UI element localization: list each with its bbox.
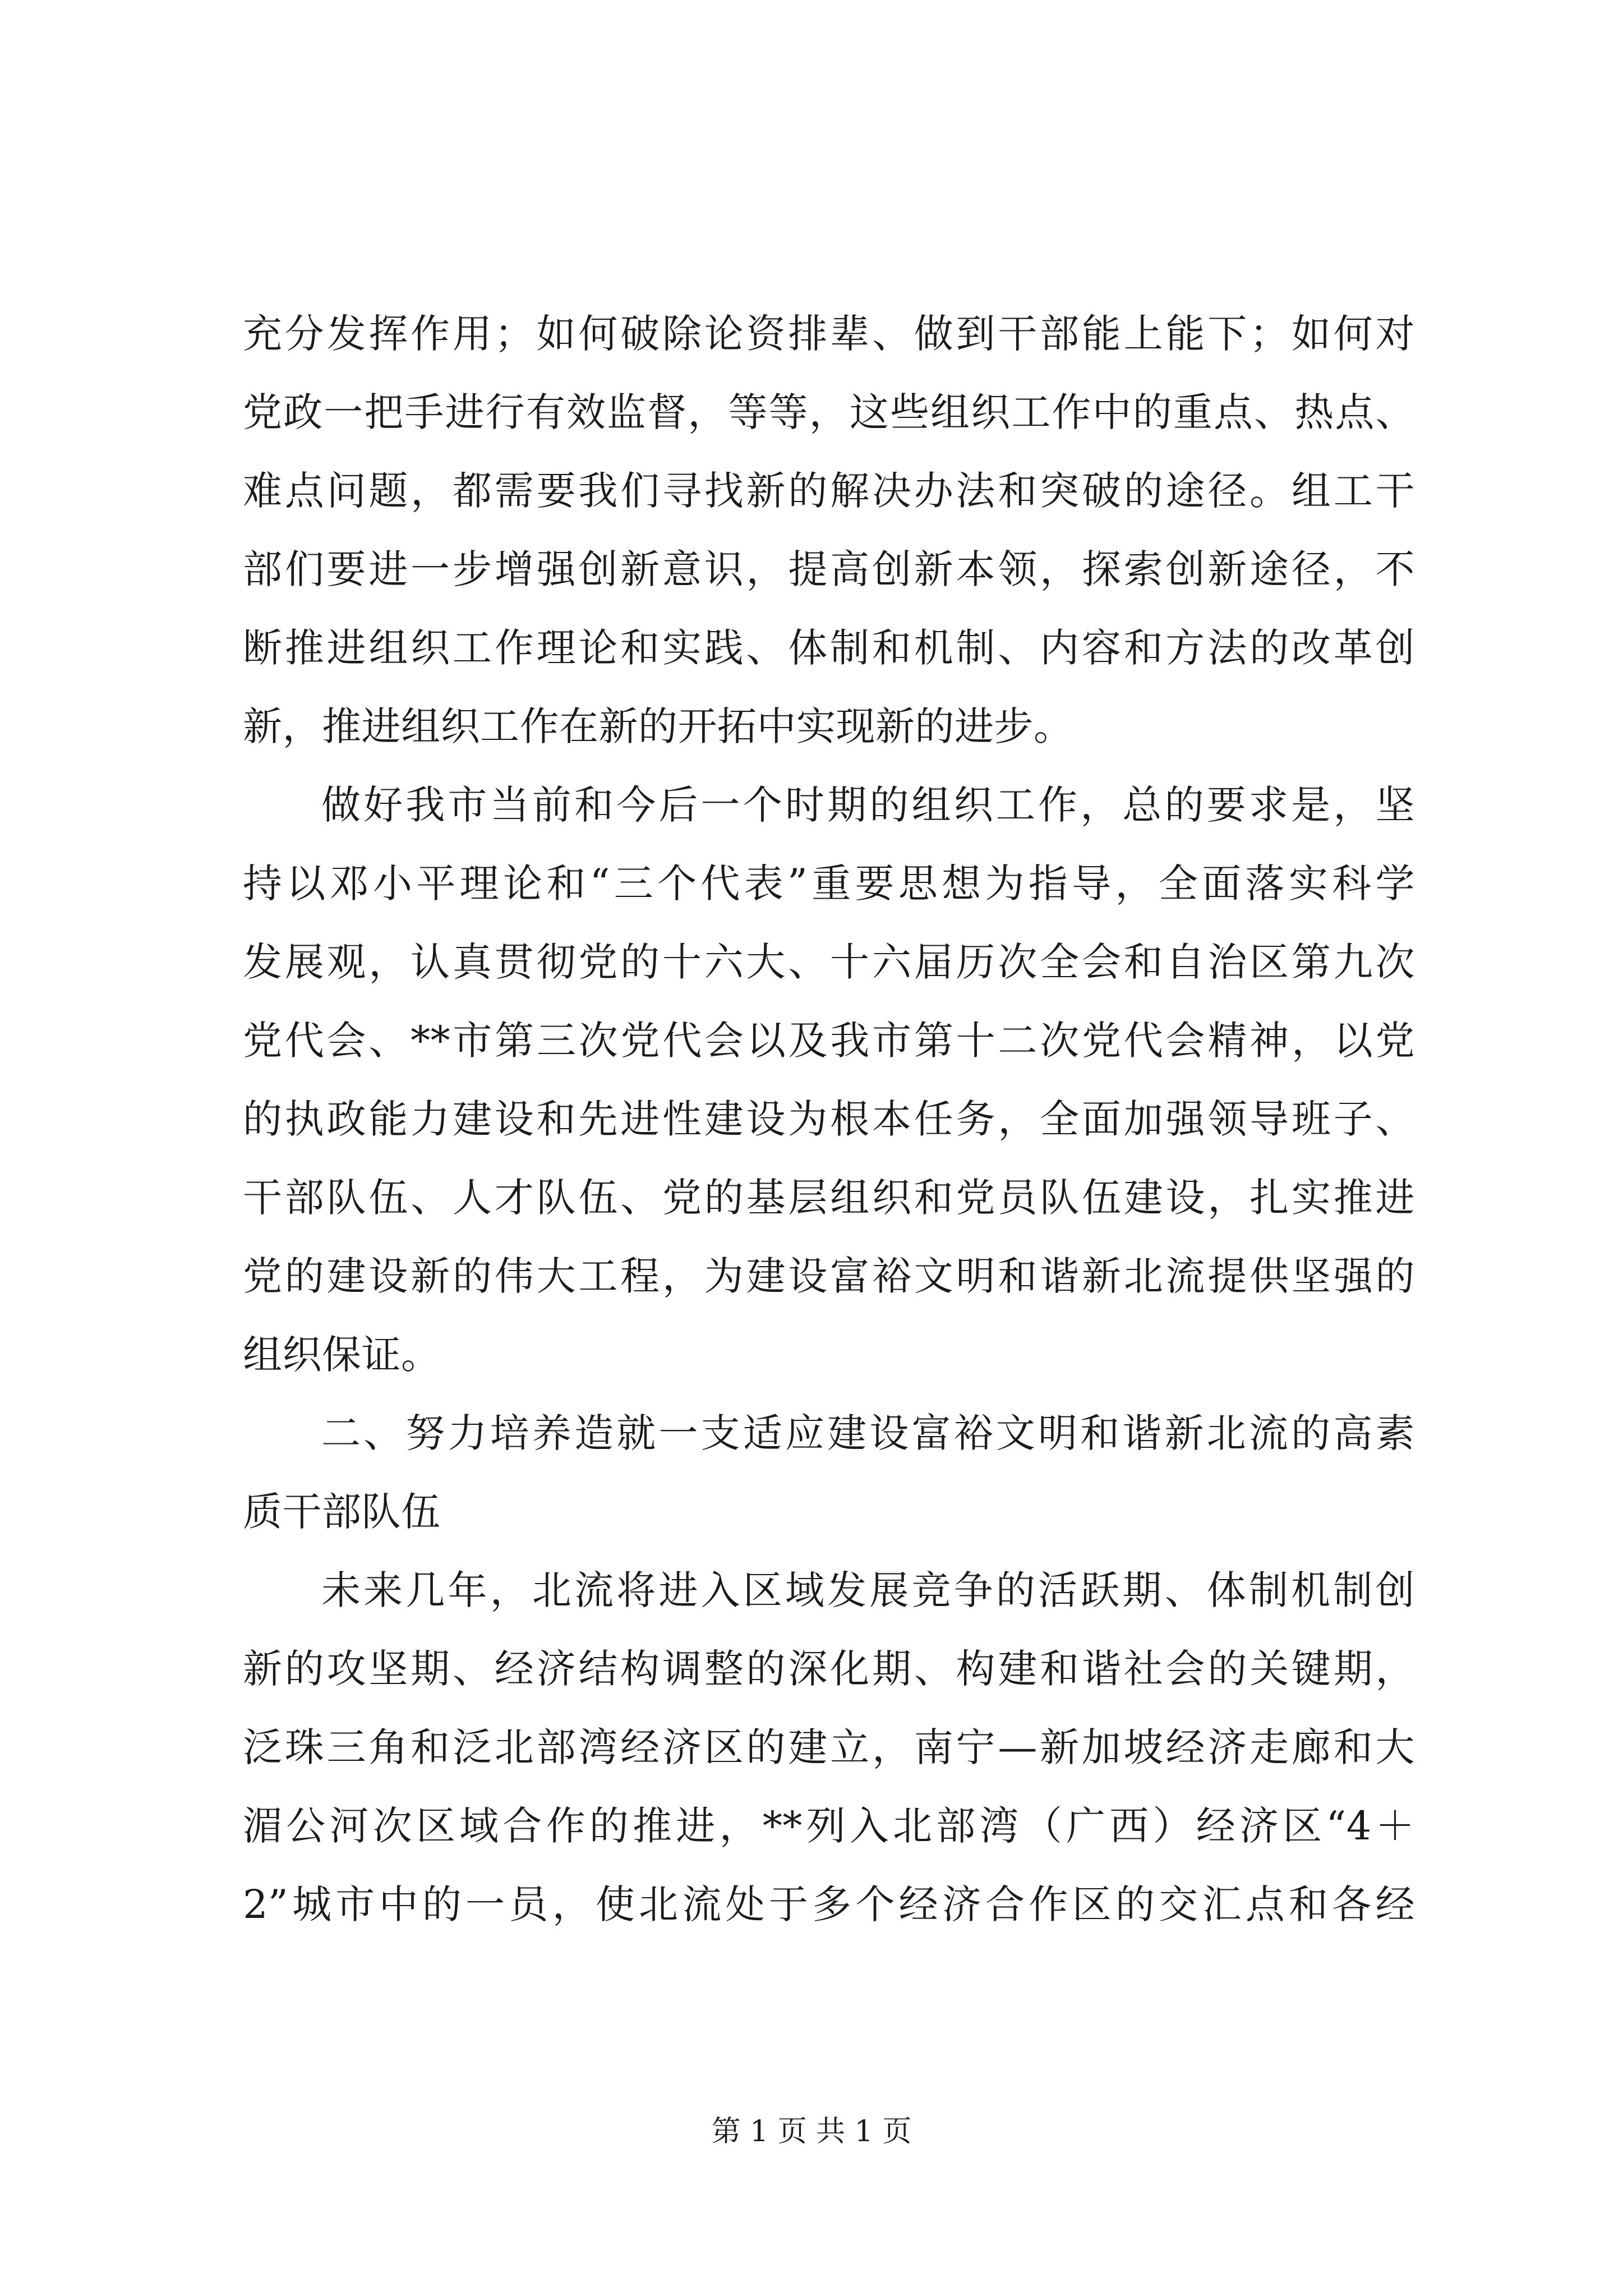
- text-line: 持以邓小平理论和“三个代表”重要思想为指导，全面落实科学: [243, 861, 1415, 907]
- text-line: 的执政能力建设和先进性建设为根本任务，全面加强领导班子、: [243, 1096, 1415, 1142]
- text-line: 质干部队伍: [243, 1489, 441, 1535]
- text-line: 湄公河次区域合作的推进，**列入北部湾（广西）经济区“4＋: [243, 1803, 1415, 1849]
- text-line: 发展观，认真贯彻党的十六大、十六届历次全会和自治区第九次: [243, 939, 1415, 985]
- text-line: 新，推进组织工作在新的开拓中实现新的进步。: [243, 703, 1073, 749]
- text-line: 泛珠三角和泛北部湾经济区的建立，南宁—新加坡经济走廊和大: [243, 1724, 1415, 1770]
- text-line: 难点问题，都需要我们寻找新的解决办法和突破的途径。组工干: [243, 468, 1415, 514]
- paragraph: [243, 1559, 1415, 1952]
- text-line: 干部队伍、人才队伍、党的基层组织和党员队伍建设，扎实推进: [243, 1175, 1415, 1221]
- page-footer: [0, 2115, 1623, 2148]
- text-line: 组织保证。: [243, 1332, 441, 1378]
- text-line: 党的建设新的伟大工程，为建设富裕文明和谐新北流提供坚强的: [243, 1253, 1415, 1299]
- page-number-label: 第 1 页 共 1 页: [711, 2115, 912, 2148]
- text-line: 新的攻坚期、经济结构调整的深化期、构建和谐社会的关键期，: [243, 1646, 1415, 1692]
- text-line: 党政一把手进行有效监督，等等，这些组织工作中的重点、热点、: [243, 389, 1415, 435]
- text-line: 党代会、**市第三次党代会以及我市第十二次党代会精神，以党: [243, 1018, 1415, 1064]
- text-line: 做好我市当前和今后一个时期的组织工作，总的要求是，坚: [321, 782, 1415, 828]
- document-body: [243, 303, 1415, 1952]
- paragraph: [243, 774, 1415, 1402]
- section-heading: [243, 1402, 1415, 1559]
- text-line: 二、努力培养造就一支适应建设富裕文明和谐新北流的高素: [321, 1410, 1415, 1456]
- paragraph: [243, 303, 1415, 774]
- text-line: 断推进组织工作理论和实践、体制和机制、内容和方法的改革创: [243, 625, 1415, 671]
- text-line: 充分发挥作用；如何破除论资排辈、做到干部能上能下；如何对: [243, 311, 1415, 357]
- text-line: 2”城市中的一员，使北流处于多个经济合作区的交汇点和各经: [243, 1881, 1415, 1927]
- text-line: 未来几年，北流将进入区域发展竞争的活跃期、体制机制创: [321, 1567, 1415, 1613]
- text-line: 部们要进一步增强创新意识，提高创新本领，探索创新途径，不: [243, 546, 1415, 592]
